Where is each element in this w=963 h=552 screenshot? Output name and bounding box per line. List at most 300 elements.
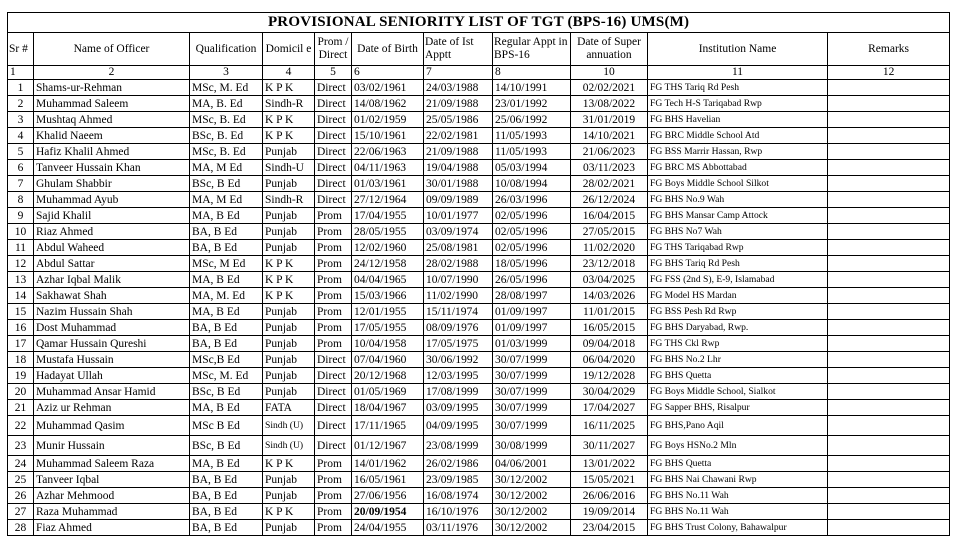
superannuation-cell: 16/04/2015 <box>571 208 648 224</box>
date-of-birth-cell: 03/02/1961 <box>352 80 424 96</box>
date-of-birth-cell: 01/12/1967 <box>352 436 424 456</box>
sr-cell: 25 <box>8 472 34 488</box>
institution-cell: FG Boys Middle School Silkot <box>648 176 828 192</box>
prom-direct-cell: Prom <box>315 304 352 320</box>
officer-name-cell: Muhammad Saleem <box>34 96 190 112</box>
superannuation-cell: 14/10/2021 <box>571 128 648 144</box>
regular-appt-cell: 10/08/1994 <box>493 176 571 192</box>
officer-name-cell: Raza Muhammad <box>34 504 190 520</box>
institution-cell: FG BHS Quetta <box>648 368 828 384</box>
officer-name-cell: Dost Muhammad <box>34 320 190 336</box>
table-row <box>8 504 950 520</box>
institution-cell: FG BHS No.9 Wah <box>648 192 828 208</box>
remarks-cell <box>828 368 950 384</box>
domicile-cell: K P K <box>263 112 315 128</box>
qualification-cell: MSc,B Ed <box>190 352 263 368</box>
qualification-cell: BSc, B Ed <box>190 384 263 400</box>
table-row <box>8 400 950 416</box>
remarks-cell <box>828 96 950 112</box>
officer-name-cell: Azhar Iqbal Malik <box>34 272 190 288</box>
sr-cell: 2 <box>8 96 34 112</box>
regular-appt-cell: 26/03/1996 <box>493 192 571 208</box>
institution-cell: FG BHS Trust Colony, Bahawalpur <box>648 520 828 536</box>
date-of-birth-cell: 01/03/1961 <box>352 176 424 192</box>
sr-cell: 17 <box>8 336 34 352</box>
date-of-birth-cell: 28/05/1955 <box>352 224 424 240</box>
prom-direct-cell: Direct <box>315 128 352 144</box>
qualification-cell: MA, B Ed <box>190 304 263 320</box>
superannuation-cell: 13/01/2022 <box>571 456 648 472</box>
date-of-birth-cell: 17/11/1965 <box>352 416 424 436</box>
ist-apptt-cell: 04/09/1995 <box>424 416 493 436</box>
domicile-cell: FATA <box>263 400 315 416</box>
institution-cell: FG BHS No.11 Wah <box>648 488 828 504</box>
table-row <box>8 456 950 472</box>
domicile-cell: Sindh-U <box>263 160 315 176</box>
superannuation-cell: 28/02/2021 <box>571 176 648 192</box>
regular-appt-cell: 30/12/2002 <box>493 472 571 488</box>
superannuation-cell: 03/04/2025 <box>571 272 648 288</box>
ist-apptt-cell: 21/09/1988 <box>424 96 493 112</box>
domicile-cell: Punjab <box>263 320 315 336</box>
sr-cell: 15 <box>8 304 34 320</box>
prom-direct-cell: Prom <box>315 504 352 520</box>
qualification-cell: MA, B. Ed <box>190 96 263 112</box>
qualification-cell: BA, B Ed <box>190 472 263 488</box>
table-row <box>8 160 950 176</box>
column-number: 1 <box>8 66 34 80</box>
institution-cell: FG BHS Havelian <box>648 112 828 128</box>
prom-direct-cell: Direct <box>315 416 352 436</box>
table-row <box>8 288 950 304</box>
officer-name-cell: Muhammad Qasim <box>34 416 190 436</box>
domicile-cell: K P K <box>263 504 315 520</box>
officer-name-cell: Khalid Naeem <box>34 128 190 144</box>
table-row <box>8 352 950 368</box>
date-of-birth-cell: 01/05/1969 <box>352 384 424 400</box>
qualification-cell: MA, B Ed <box>190 208 263 224</box>
ist-apptt-cell: 03/11/1976 <box>424 520 493 536</box>
qualification-cell: BSc, B. Ed <box>190 128 263 144</box>
domicile-cell: K P K <box>263 80 315 96</box>
institution-cell: FG BHS Daryabad, Rwp. <box>648 320 828 336</box>
sr-cell: 27 <box>8 504 34 520</box>
regular-appt-cell: 02/05/1996 <box>493 240 571 256</box>
ist-apptt-cell: 17/05/1975 <box>424 336 493 352</box>
date-of-birth-cell: 17/05/1955 <box>352 320 424 336</box>
prom-direct-cell: Direct <box>315 176 352 192</box>
institution-cell: FG BHS Tariq Rd Pesh <box>648 256 828 272</box>
prom-direct-cell: Direct <box>315 400 352 416</box>
qualification-cell: BSc, B Ed <box>190 436 263 456</box>
table-row <box>8 488 950 504</box>
date-of-birth-cell: 18/04/1967 <box>352 400 424 416</box>
regular-appt-cell: 01/09/1997 <box>493 320 571 336</box>
remarks-cell <box>828 272 950 288</box>
header-prom-direct: Prom / Direct <box>315 33 352 66</box>
superannuation-cell: 21/06/2023 <box>571 144 648 160</box>
remarks-cell <box>828 472 950 488</box>
remarks-cell <box>828 352 950 368</box>
prom-direct-cell: Prom <box>315 520 352 536</box>
remarks-cell <box>828 488 950 504</box>
prom-direct-cell: Direct <box>315 144 352 160</box>
header-domicile: Domicil e <box>263 33 315 66</box>
qualification-cell: MA, B Ed <box>190 456 263 472</box>
qualification-cell: BA, B Ed <box>190 520 263 536</box>
superannuation-cell: 11/01/2015 <box>571 304 648 320</box>
prom-direct-cell: Direct <box>315 192 352 208</box>
remarks-cell <box>828 256 950 272</box>
prom-direct-cell: Direct <box>315 368 352 384</box>
officer-name-cell: Hafiz Khalil Ahmed <box>34 144 190 160</box>
regular-appt-cell: 30/12/2002 <box>493 488 571 504</box>
sr-cell: 28 <box>8 520 34 536</box>
superannuation-cell: 13/08/2022 <box>571 96 648 112</box>
remarks-cell <box>828 80 950 96</box>
sr-cell: 16 <box>8 320 34 336</box>
table-row <box>8 112 950 128</box>
qualification-cell: BSc, B Ed <box>190 176 263 192</box>
officer-name-cell: Tanveer Iqbal <box>34 472 190 488</box>
officer-name-cell: Azhar Mehmood <box>34 488 190 504</box>
domicile-cell: Punjab <box>263 304 315 320</box>
regular-appt-cell: 01/09/1997 <box>493 304 571 320</box>
date-of-birth-cell: 15/03/1966 <box>352 288 424 304</box>
column-number: 7 <box>424 66 493 80</box>
institution-cell: FG BHS No7 Wah <box>648 224 828 240</box>
remarks-cell <box>828 304 950 320</box>
header-regular-appt: Regular Appt in BPS-16 <box>493 33 571 66</box>
sr-cell: 12 <box>8 256 34 272</box>
superannuation-cell: 30/04/2029 <box>571 384 648 400</box>
prom-direct-cell: Direct <box>315 160 352 176</box>
seniority-list-sheet <box>7 12 949 536</box>
date-of-birth-cell: 24/12/1958 <box>352 256 424 272</box>
remarks-cell <box>828 176 950 192</box>
date-of-birth-cell: 27/12/1964 <box>352 192 424 208</box>
ist-apptt-cell: 09/09/1989 <box>424 192 493 208</box>
column-number: 10 <box>571 66 648 80</box>
institution-cell: FG BHS,Pano Aqil <box>648 416 828 436</box>
prom-direct-cell: Prom <box>315 456 352 472</box>
superannuation-cell: 03/11/2023 <box>571 160 648 176</box>
superannuation-cell: 19/09/2014 <box>571 504 648 520</box>
domicile-cell: K P K <box>263 288 315 304</box>
prom-direct-cell: Prom <box>315 256 352 272</box>
date-of-birth-cell: 20/12/1968 <box>352 368 424 384</box>
table-row <box>8 368 950 384</box>
qualification-cell: MSc, B. Ed <box>190 112 263 128</box>
regular-appt-cell: 30/07/1999 <box>493 368 571 384</box>
document-title: PROVISIONAL SENIORITY LIST OF TGT (BPS-16) UMS(M) <box>8 13 950 33</box>
table-row <box>8 472 950 488</box>
regular-appt-cell: 30/07/1999 <box>493 384 571 400</box>
column-number-row <box>8 66 950 80</box>
date-of-birth-cell: 24/04/1955 <box>352 520 424 536</box>
domicile-cell: Punjab <box>263 224 315 240</box>
date-of-birth-cell: 04/11/1963 <box>352 160 424 176</box>
ist-apptt-cell: 23/08/1999 <box>424 436 493 456</box>
regular-appt-cell: 30/07/1999 <box>493 400 571 416</box>
superannuation-cell: 11/02/2020 <box>571 240 648 256</box>
domicile-cell: Sindh-R <box>263 96 315 112</box>
officer-name-cell: Mushtaq Ahmed <box>34 112 190 128</box>
ist-apptt-cell: 24/03/1988 <box>424 80 493 96</box>
sr-cell: 24 <box>8 456 34 472</box>
institution-cell: FG THS Ckl Rwp <box>648 336 828 352</box>
date-of-birth-cell: 04/04/1965 <box>352 272 424 288</box>
domicile-cell: Sindh-R <box>263 192 315 208</box>
institution-cell: FG BHS Mansar Camp Attock <box>648 208 828 224</box>
prom-direct-cell: Prom <box>315 472 352 488</box>
prom-direct-cell: Direct <box>315 112 352 128</box>
superannuation-cell: 16/05/2015 <box>571 320 648 336</box>
header-dob: Date of Birth <box>352 33 424 66</box>
superannuation-cell: 30/11/2027 <box>571 436 648 456</box>
ist-apptt-cell: 30/06/1992 <box>424 352 493 368</box>
domicile-cell: Punjab <box>263 176 315 192</box>
regular-appt-cell: 11/05/1993 <box>493 128 571 144</box>
date-of-birth-cell: 15/10/1961 <box>352 128 424 144</box>
column-number: 3 <box>190 66 263 80</box>
column-number: 8 <box>493 66 571 80</box>
ist-apptt-cell: 17/08/1999 <box>424 384 493 400</box>
prom-direct-cell: Direct <box>315 436 352 456</box>
institution-cell: FG BSS Marrir Hassan, Rwp <box>648 144 828 160</box>
domicile-cell: Punjab <box>263 368 315 384</box>
domicile-cell: Punjab <box>263 352 315 368</box>
ist-apptt-cell: 10/01/1977 <box>424 208 493 224</box>
sr-cell: 1 <box>8 80 34 96</box>
header-institution: Institution Name <box>648 33 828 66</box>
column-number: 6 <box>352 66 424 80</box>
domicile-cell: Punjab <box>263 240 315 256</box>
sr-cell: 21 <box>8 400 34 416</box>
ist-apptt-cell: 12/03/1995 <box>424 368 493 384</box>
ist-apptt-cell: 10/07/1990 <box>424 272 493 288</box>
prom-direct-cell: Prom <box>315 488 352 504</box>
remarks-cell <box>828 288 950 304</box>
institution-cell: FG Sapper BHS, Risalpur <box>648 400 828 416</box>
regular-appt-cell: 23/01/1992 <box>493 96 571 112</box>
domicile-cell: Sindh (U) <box>263 416 315 436</box>
remarks-cell <box>828 436 950 456</box>
ist-apptt-cell: 16/10/1976 <box>424 504 493 520</box>
officer-name-cell: Riaz Ahmed <box>34 224 190 240</box>
superannuation-cell: 26/12/2024 <box>571 192 648 208</box>
table-row <box>8 336 950 352</box>
superannuation-cell: 02/02/2021 <box>571 80 648 96</box>
domicile-cell: Punjab <box>263 520 315 536</box>
remarks-cell <box>828 128 950 144</box>
institution-cell: FG THS Tariqabad Rwp <box>648 240 828 256</box>
prom-direct-cell: Prom <box>315 336 352 352</box>
date-of-birth-cell: 12/01/1955 <box>352 304 424 320</box>
regular-appt-cell: 30/12/2002 <box>493 520 571 536</box>
date-of-birth-cell: 01/02/1959 <box>352 112 424 128</box>
officer-name-cell: Qamar Hussain Qureshi <box>34 336 190 352</box>
sr-cell: 14 <box>8 288 34 304</box>
superannuation-cell: 26/06/2016 <box>571 488 648 504</box>
institution-cell: FG BHS Nai Chawani Rwp <box>648 472 828 488</box>
superannuation-cell: 17/04/2027 <box>571 400 648 416</box>
officer-name-cell: Tanveer Hussain Khan <box>34 160 190 176</box>
header-superannuation: Date of Super annuation <box>571 33 648 66</box>
sr-cell: 7 <box>8 176 34 192</box>
ist-apptt-cell: 22/02/1981 <box>424 128 493 144</box>
officer-name-cell: Mustafa Hussain <box>34 352 190 368</box>
column-number: 2 <box>34 66 190 80</box>
sr-cell: 3 <box>8 112 34 128</box>
ist-apptt-cell: 23/09/1985 <box>424 472 493 488</box>
sr-cell: 10 <box>8 224 34 240</box>
ist-apptt-cell: 25/08/1981 <box>424 240 493 256</box>
regular-appt-cell: 18/05/1996 <box>493 256 571 272</box>
superannuation-cell: 23/04/2015 <box>571 520 648 536</box>
superannuation-cell: 23/12/2018 <box>571 256 648 272</box>
qualification-cell: BA, B Ed <box>190 240 263 256</box>
institution-cell: FG BRC MS Abbottabad <box>648 160 828 176</box>
officer-name-cell: Muhammad Ayub <box>34 192 190 208</box>
prom-direct-cell: Prom <box>315 240 352 256</box>
superannuation-cell: 27/05/2015 <box>571 224 648 240</box>
domicile-cell: Punjab <box>263 472 315 488</box>
qualification-cell: BA, B Ed <box>190 336 263 352</box>
superannuation-cell: 06/04/2020 <box>571 352 648 368</box>
header-row <box>8 33 950 66</box>
sr-cell: 23 <box>8 436 34 456</box>
sr-cell: 8 <box>8 192 34 208</box>
remarks-cell <box>828 336 950 352</box>
qualification-cell: MSc, M. Ed <box>190 80 263 96</box>
regular-appt-cell: 04/06/2001 <box>493 456 571 472</box>
officer-name-cell: Sakhawat Shah <box>34 288 190 304</box>
domicile-cell: Punjab <box>263 208 315 224</box>
seniority-table <box>7 12 950 536</box>
officer-name-cell: Abdul Sattar <box>34 256 190 272</box>
officer-name-cell: Shams-ur-Rehman <box>34 80 190 96</box>
institution-cell: FG BHS No.11 Wah <box>648 504 828 520</box>
domicile-cell: K P K <box>263 272 315 288</box>
ist-apptt-cell: 03/09/1995 <box>424 400 493 416</box>
prom-direct-cell: Direct <box>315 384 352 400</box>
institution-cell: FG Tech H-S Tariqabad Rwp <box>648 96 828 112</box>
table-row <box>8 144 950 160</box>
domicile-cell: Punjab <box>263 488 315 504</box>
officer-name-cell: Aziz ur Rehman <box>34 400 190 416</box>
sr-cell: 13 <box>8 272 34 288</box>
officer-name-cell: Fiaz Ahmed <box>34 520 190 536</box>
regular-appt-cell: 26/05/1996 <box>493 272 571 288</box>
domicile-cell: Punjab <box>263 336 315 352</box>
superannuation-cell: 15/05/2021 <box>571 472 648 488</box>
officer-name-cell: Nazim Hussain Shah <box>34 304 190 320</box>
regular-appt-cell: 30/08/1999 <box>493 436 571 456</box>
date-of-birth-cell: 10/04/1958 <box>352 336 424 352</box>
table-row <box>8 80 950 96</box>
table-row <box>8 436 950 456</box>
header-sr: Sr # <box>8 33 34 66</box>
sr-cell: 11 <box>8 240 34 256</box>
date-of-birth-cell: 17/04/1955 <box>352 208 424 224</box>
ist-apptt-cell: 16/08/1974 <box>424 488 493 504</box>
superannuation-cell: 14/03/2026 <box>571 288 648 304</box>
prom-direct-cell: Direct <box>315 80 352 96</box>
institution-cell: FG THS Tariq Rd Pesh <box>648 80 828 96</box>
column-number: 4 <box>263 66 315 80</box>
remarks-cell <box>828 456 950 472</box>
domicile-cell: Sindh (U) <box>263 436 315 456</box>
ist-apptt-cell: 03/09/1974 <box>424 224 493 240</box>
ist-apptt-cell: 08/09/1976 <box>424 320 493 336</box>
institution-cell: FG Model HS Mardan <box>648 288 828 304</box>
prom-direct-cell: Prom <box>315 272 352 288</box>
table-row <box>8 128 950 144</box>
column-number: 5 <box>315 66 352 80</box>
sr-cell: 5 <box>8 144 34 160</box>
regular-appt-cell: 02/05/1996 <box>493 208 571 224</box>
qualification-cell: MSc B Ed <box>190 416 263 436</box>
superannuation-cell: 16/11/2025 <box>571 416 648 436</box>
table-row <box>8 240 950 256</box>
qualification-cell: MSc, M Ed <box>190 256 263 272</box>
institution-cell: FG BRC Middle School Atd <box>648 128 828 144</box>
regular-appt-cell: 14/10/1991 <box>493 80 571 96</box>
regular-appt-cell: 02/05/1996 <box>493 224 571 240</box>
officer-name-cell: Munir Hussain <box>34 436 190 456</box>
column-number: 12 <box>828 66 950 80</box>
remarks-cell <box>828 192 950 208</box>
ist-apptt-cell: 19/04/1988 <box>424 160 493 176</box>
qualification-cell: MA, M Ed <box>190 160 263 176</box>
officer-name-cell: Muhammad Ansar Hamid <box>34 384 190 400</box>
institution-cell: FG FSS (2nd S), E-9, Islamabad <box>648 272 828 288</box>
qualification-cell: MSc, B. Ed <box>190 144 263 160</box>
sr-cell: 18 <box>8 352 34 368</box>
table-row <box>8 224 950 240</box>
regular-appt-cell: 01/03/1999 <box>493 336 571 352</box>
remarks-cell <box>828 520 950 536</box>
prom-direct-cell: Direct <box>315 96 352 112</box>
qualification-cell: MA, B Ed <box>190 272 263 288</box>
table-row <box>8 520 950 536</box>
officer-name-cell: Ghulam Shabbir <box>34 176 190 192</box>
column-number: 11 <box>648 66 828 80</box>
institution-cell: FG Boys Middle School, Sialkot <box>648 384 828 400</box>
ist-apptt-cell: 26/02/1986 <box>424 456 493 472</box>
remarks-cell <box>828 504 950 520</box>
officer-name-cell: Sajid Khalil <box>34 208 190 224</box>
regular-appt-cell: 11/05/1993 <box>493 144 571 160</box>
regular-appt-cell: 05/03/1994 <box>493 160 571 176</box>
remarks-cell <box>828 416 950 436</box>
table-row <box>8 416 950 436</box>
ist-apptt-cell: 28/02/1988 <box>424 256 493 272</box>
remarks-cell <box>828 208 950 224</box>
ist-apptt-cell: 21/09/1988 <box>424 144 493 160</box>
domicile-cell: K P K <box>263 128 315 144</box>
sr-cell: 19 <box>8 368 34 384</box>
header-ist-apptt: Date of Ist Apptt <box>424 33 493 66</box>
sr-cell: 22 <box>8 416 34 436</box>
institution-cell: FG BSS Pesh Rd Rwp <box>648 304 828 320</box>
date-of-birth-cell: 20/09/1954 <box>352 504 424 520</box>
table-row <box>8 96 950 112</box>
table-row <box>8 192 950 208</box>
institution-cell: FG BHS No.2 Lhr <box>648 352 828 368</box>
table-row <box>8 208 950 224</box>
